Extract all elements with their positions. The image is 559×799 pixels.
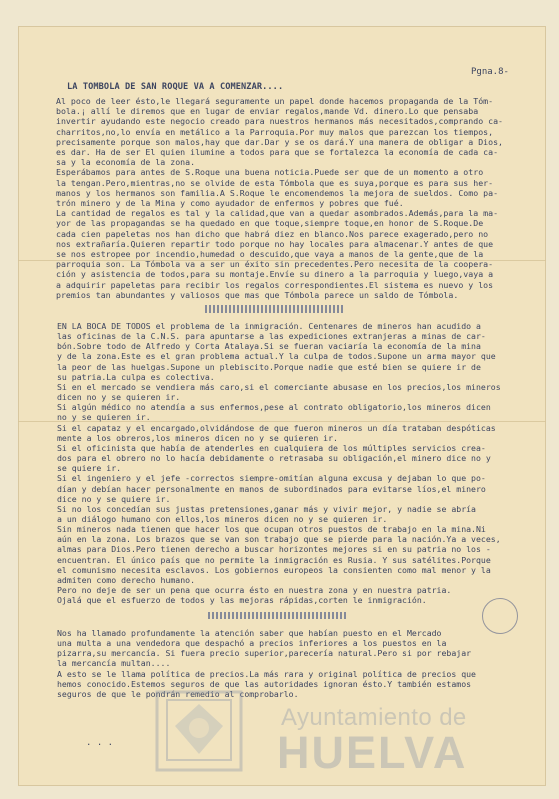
text-line: bón.Sobre todo de Alfredo y Corta Atalaya.Si se fueran vaciaría la economía de la mina: [57, 341, 481, 352]
text-line: EN LA BOCA DE TODOS el problema de la inmigración. Centenares de mineros han acudido a: [57, 321, 481, 331]
text-line: pizarra,su mercancía. Si fuera precio superior,parecería natural.Pero si por rebajar: [57, 648, 472, 659]
text-line: la peor de las huelgas.Supone un plebiscito.Porque nadie que esté bien se quiere ir de: [57, 361, 481, 372]
text-line: aún en la zona. Los brazos que se van son trabajo que se pierde para la nación.Ya a veces,: [57, 534, 501, 545]
text-line: a un diálogo humano con ellos,los mineros dicen no y se quieren ir.: [57, 513, 388, 524]
text-line: Esperábamos para antes de S.Roque una buena noticia.Puede ser que de un momento a otro: [56, 167, 484, 178]
watermark-line2: HUELVA: [277, 727, 468, 778]
text-line: Al poco de leer ésto,le llegará seguramente un papel donde hacemos propaganda de la Tóm-: [56, 96, 494, 106]
text-line: encuentran. El único país que no permite la inmigración es Rusia. Y sus satélites.Porque: [57, 554, 491, 565]
text-line: sa y la economía de la zona.: [56, 157, 196, 168]
text-line: su patria.La culpa es colectiva.: [57, 371, 215, 382]
text-line: las oficinas de la C.N.S. para apuntarse a las expediciones extranjeras a minas de car-: [57, 331, 486, 342]
text-line: y de la zona.Este es el gran problema actual.Y la culpa de todos.Supone un arma mayor que: [57, 351, 496, 362]
text-line: admiten como derecho humano.: [57, 574, 196, 585]
watermark-line1: Ayuntamiento de: [281, 704, 467, 731]
headline: LA TOMBOLA DE SAN ROQUE VA A COMENZAR....: [67, 82, 284, 92]
text-line: una multa a una vendedora que despachó a precios inferiores a los puestos en la: [57, 638, 447, 649]
text-line: Sin mineros nada tienen que hacer los que ocupan otros puestos de trabajo en la mina.Ni: [57, 524, 486, 535]
decorative-separator: [208, 612, 348, 619]
text-line: premios tan abundantes y valiosos que mas que Tómbola parece un saldo de Tómbola.: [56, 289, 459, 300]
text-line: se nos estropee por incendio,humedad o descuido,que vaya a manos de la gente,que de la: [56, 249, 484, 260]
text-line: es dar. Ha de ser El quien ilumine a todos para que se fortalezca la economía de cada ca-: [56, 147, 499, 158]
text-line: Si el oficinista que había de atenderles en cualquiera de los múltiples servicios crea-: [57, 442, 486, 453]
text-line: manos y los hermanos son familia.A S.Roque le encomendemos la mejora de sueldos. Como pa-: [56, 187, 499, 198]
ellipsis-mark: . . .: [86, 738, 114, 748]
text-line: Si no los concedían sus justas pretensiones,ganar más y vivir mejor, y nadie se abría: [57, 503, 476, 514]
text-line: dos para el obrero no lo hacía debidamente o retrasaba su obligación,el minero dice no y: [57, 453, 491, 464]
text-line: la tengan.Pero,mientras,no se olvide de esta Tómbola que es suya,porque es para sus her-: [56, 177, 494, 188]
text-line: mente a los obreros,los mineros dicen no y se quieren ir.: [57, 432, 338, 443]
text-line: trón minero y de la Mina y como ayudador de enfermos y pobres que fué.: [56, 198, 404, 209]
watermark: [151, 688, 531, 778]
text-line: Pero no deje de ser un pena que ocurra ésto en nuestra zona y en nuestra patria.: [57, 585, 452, 596]
text-line: dían y debían hacer personalmente en manos de subordinados para evitarse líos,el minero: [57, 483, 486, 494]
text-line: Si el ingeniero y el jefe -correctos siempre-omitían alguna excusa y dejaban lo que po-: [57, 473, 486, 484]
paragraph-tombola: [56, 96, 530, 300]
text-line: Si en el mercado se vendiera más caro,si el comerciante abusase en los precios,los mineros: [57, 381, 501, 392]
text-line: ción y asistencia de todos,para su montaje.Envíe su dinero a la parroquia y luego,vaya a: [56, 269, 494, 280]
text-line: A esto se le llama política de precios.La más rara y original política de precios que: [57, 668, 476, 679]
text-line: charritos,no,lo envía en metálico a la Parroquia.Por muy malos que parezcan los tiempos,: [56, 126, 494, 137]
paragraph-inmigracion: [57, 321, 531, 605]
text-line: Nos ha llamado profundamente la atención saber que habían puesto en el Mercado: [57, 628, 442, 638]
decorative-separator: [205, 305, 343, 313]
crest-logo-icon: [151, 688, 247, 774]
text-line: precisamente porque son malos,hay que dar.Dar y se os dará.Y una manera de obligar a Dios,: [56, 136, 504, 147]
page-number: Pgna.8-: [471, 67, 509, 77]
text-line: Si el capataz y el encargado,olvidándose de que fueron mineros un día trataban despóticas: [57, 422, 496, 433]
text-line: parroquia son. La Tómbola va a ser un éxito sin precedentes.Pero necesita de la coopera-: [56, 259, 494, 270]
text-line: el comunismo necesita esclavos. Los gobiernos europeos la consienten como mal menor y la: [57, 564, 491, 575]
text-line: Si algún médico no atendía a sus enfermos,pese al contrato obligatorio,los mineros dicen: [57, 402, 491, 413]
text-line: hemos conocido.Estemos seguros de que las autoridades ignoran ésto.Y también estamos: [57, 678, 472, 689]
text-line: seguros de que le pondrán remedio al comprobarlo.: [57, 688, 299, 699]
text-line: bola.¡ allí le diremos que en lugar de enviar regalos,mande Vd. dinero.Lo que pensaba: [56, 106, 479, 117]
text-line: almas para Dios.Pero tienen derecho a buscar horizontes mejores si en su patria no los -: [57, 544, 491, 555]
text-line: Ojalá que el esfuerzo de todos y las mejoras rápidas,corten le inmigración.: [57, 595, 427, 606]
text-line: yor de las propagandas se ha quedado en que toque,siempre toque,en honor de S.Roque.De: [56, 218, 484, 229]
text-line: cada cien papeletas nos han dicho que habrá diez en blanco.Nos parece exagerado,pero no: [56, 228, 489, 239]
text-line: dice no y se quiere ir.: [57, 493, 171, 504]
text-line: dicen no y se quieren ir.: [57, 392, 181, 403]
text-line: no y se quieren ir.: [57, 412, 151, 423]
text-line: la mercancía multan....: [57, 658, 171, 669]
text-line: invertir ayudando este negocio creado para nuestros hermanos más necesitados,comprando ca-: [56, 116, 504, 127]
text-line: nos extrañaría.Quieren repartir todo porque no hay locales para almacenar.Y antes de que: [56, 238, 494, 249]
text-line: se quiere ir.: [57, 463, 122, 474]
text-line: La cantidad de regalos es tal y la calidad,que van a quedar asombrados.Además,para la ma-: [56, 208, 499, 219]
text-line: a adquirir papeletas para recibir los regalos correspondientes.El sistema es nuevo y los: [56, 279, 494, 290]
